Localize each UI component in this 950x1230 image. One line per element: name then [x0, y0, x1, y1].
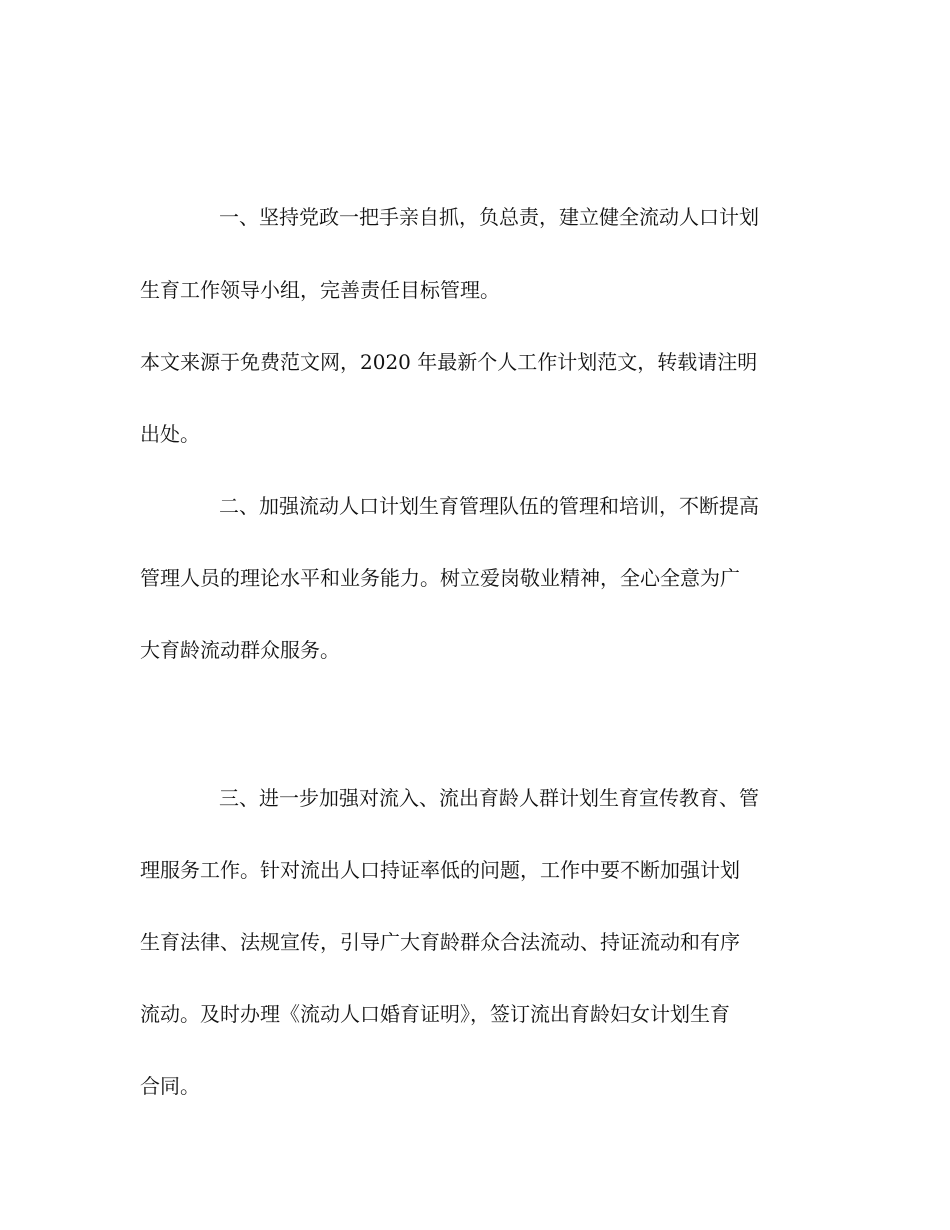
paragraph-1-line-2: 生育工作领导小组，完善责任目标管理。: [140, 278, 500, 302]
source-note-line-2: 出处。: [140, 422, 200, 446]
paragraph-2-line-3: 大育龄流动群众服务。: [140, 638, 340, 662]
paragraph-3-line-1: 三、进一步加强对流入、流出育龄人群计划生育宣传教育、管: [219, 786, 759, 810]
paragraph-3-line-3: 生育法律、法规宣传，引导广大育龄群众合法流动、持证流动和有序: [140, 930, 740, 954]
paragraph-2-line-2: 管理人员的理论水平和业务能力。树立爱岗敬业精神，全心全意为广: [140, 566, 740, 590]
paragraph-3-line-2: 理服务工作。针对流出人口持证率低的问题，工作中要不断加强计划: [140, 858, 740, 882]
paragraph-3-line-4: 流动。及时办理《流动人口婚育证明》，签订流出育龄妇女计划生育: [140, 1002, 730, 1026]
paragraph-1-line-1: 一、坚持党政一把手亲自抓，负总责，建立健全流动人口计划: [219, 205, 759, 229]
paragraph-2-line-1: 二、加强流动人口计划生育管理队伍的管理和培训，不断提高: [219, 494, 759, 518]
source-note-line-1: 本文来源于免费范文网，2020 年最新个人工作计划范文，转载请注明: [140, 350, 758, 374]
paragraph-3-line-5: 合同。: [140, 1074, 200, 1098]
